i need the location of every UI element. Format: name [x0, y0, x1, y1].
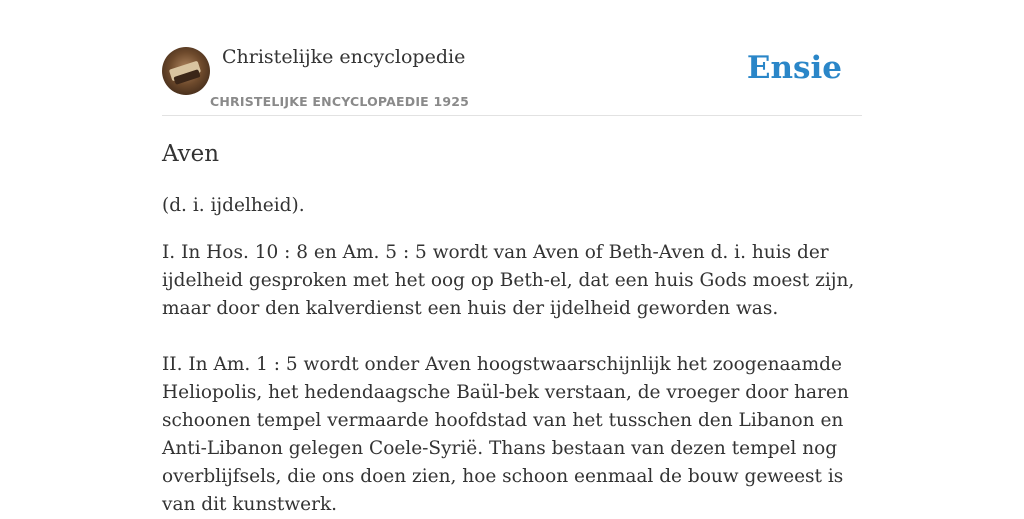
article-title: Aven	[162, 141, 220, 167]
ensie-logo[interactable]: Ensie	[746, 50, 842, 86]
header-divider	[162, 115, 862, 116]
site-name-link[interactable]: Christelijke encyclopedie	[222, 46, 466, 68]
article-paragraph-1: I. In Hos. 10 : 8 en Am. 5 : 5 wordt van Aven of Beth-Aven d. i. huis der ijdelheid gesproken met het oog op Beth-el, dat een huis Gods moest zijn, maar door den kalverdienst een huis der ijdelheid geworden was.	[162, 242, 855, 319]
encyclopedia-avatar[interactable]	[162, 47, 210, 95]
encyclopedia-subtitle: CHRISTELIJKE ENCYCLOPAEDIE 1925	[210, 94, 470, 109]
article-paragraph-2: II. In Am. 1 : 5 wordt onder Aven hoogstwaarschijnlijk het zoogenaamde Heliopolis, het hedendaagsche Baül-bek verstaan, de vroeger door haren schoonen tempel vermaarde hoofdstad van het tusschen den Libanon en Anti-Libanon gelegen Coele-Syrië. Thans bestaan van dezen tempel nog overblijfsels, die ons doen zien, hoe schoon eenmaal de bouw geweest is van dit kunstwerk.	[162, 354, 849, 515]
article-paragraph-definition: (d. i. ijdelheid).	[162, 195, 305, 216]
article-content	[162, 192, 862, 519]
